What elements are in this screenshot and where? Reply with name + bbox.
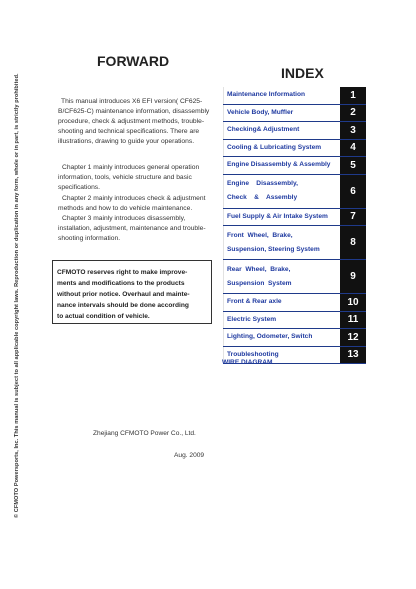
index-label-line: Front Wheel, Brake,: [227, 231, 293, 239]
index-row-label[interactable]: [223, 329, 340, 346]
notice-box: [52, 260, 212, 324]
index-row-label[interactable]: [223, 140, 340, 157]
chapter-line: shooting information.: [58, 235, 121, 243]
index-row-number: 5: [340, 157, 366, 174]
index-label-line: Fuel Supply & Air Intake System: [227, 212, 328, 220]
index-row-label[interactable]: [223, 294, 340, 311]
index-row-number: 11: [340, 312, 366, 329]
notice-line: nance intervals should be done according: [57, 302, 189, 309]
index-row-number: 10: [340, 294, 366, 311]
index-row[interactable]: [223, 226, 366, 260]
index-row-number: 8: [340, 226, 366, 259]
intro-line: illustrations, drawing to guide your operations.: [58, 138, 195, 146]
chapter-line: Chapter 2 mainly introduces check & adjustment: [62, 194, 206, 202]
chapter-line: installation, adjustment, maintenance and trouble-: [58, 225, 206, 233]
index-row-label[interactable]: [223, 209, 340, 226]
index-label-line: Front & Rear axle: [227, 298, 282, 306]
chapter-line: specifications.: [58, 184, 101, 192]
index-row-label[interactable]: [223, 175, 340, 208]
intro-paragraph: [58, 97, 218, 147]
index-row-label[interactable]: [223, 312, 340, 329]
chapter-descriptions: [58, 163, 220, 245]
index-row[interactable]: [223, 209, 366, 227]
intro-line: This manual introduces X6 EFI version( CF625-: [61, 98, 203, 105]
index-label-line: Rear Wheel, Brake,: [227, 265, 291, 273]
index-row[interactable]: [223, 105, 366, 123]
intro-line: B/CF625-C) maintenance information, disassembly: [58, 108, 210, 116]
index-label-line: Check & Assembly: [227, 194, 298, 201]
copyright-notice: © CFMOTO Powersports, Inc. This manual is subject to all applicable copyright laws. Reproduction or duplication in any form, whole or in part, is strictly prohibited.: [14, 73, 20, 518]
index-table: [223, 87, 366, 364]
index-row-number: 2: [340, 105, 366, 122]
index-row-label[interactable]: [223, 260, 340, 293]
index-row[interactable]: [223, 157, 366, 175]
index-row-number: 3: [340, 122, 366, 139]
index-label-line: Electric System: [227, 315, 277, 323]
index-row-number: 1: [340, 87, 366, 104]
index-title: INDEX: [281, 65, 324, 81]
index-label-line: Suspension System: [227, 279, 292, 287]
wire-diagram-link[interactable]: WIRE DIAGRAM: [222, 359, 273, 366]
chapter-line: Chapter 1 mainly introduces general operation: [62, 164, 200, 171]
index-row-label[interactable]: [223, 105, 340, 122]
company-name: Zhejiang CFMOTO Power Co., Ltd.: [93, 430, 196, 437]
index-row[interactable]: [223, 122, 366, 140]
index-row-number: 12: [340, 329, 366, 346]
index-row-number: 13: [340, 347, 366, 364]
index-row[interactable]: [223, 260, 366, 294]
index-label-line: Maintenance Information: [227, 91, 306, 99]
index-row-number: 9: [340, 260, 366, 293]
index-label-line: Cooling & Lubricating System: [227, 143, 322, 151]
intro-line: shooting and technical specifications. There are: [58, 128, 200, 136]
index-row[interactable]: [223, 294, 366, 312]
index-row-label[interactable]: [223, 87, 340, 104]
intro-line: procedure, check & adjustment methods, trouble-: [58, 118, 205, 126]
index-row-label[interactable]: [223, 226, 340, 259]
index-row[interactable]: [223, 329, 366, 347]
index-label-line: Vehicle Body, Muffler: [227, 108, 294, 116]
chapter-line: methods and how to do vehicle maintenance.: [58, 204, 193, 212]
index-row-label[interactable]: [223, 157, 340, 174]
index-row[interactable]: [223, 140, 366, 158]
index-label-line: Engine Disassembly & Assembly: [227, 161, 331, 169]
notice-line: to actual condition of vehicle.: [57, 313, 150, 320]
chapter-line: Chapter 3 mainly introduces disassembly,: [62, 215, 186, 223]
index-row[interactable]: [223, 312, 366, 330]
index-label-line: Troubleshooting: [227, 350, 279, 358]
notice-line: CFMOTO reserves right to make improve-: [57, 269, 188, 276]
chapter-line: information, tools, vehicle structure and basic: [58, 174, 192, 182]
index-row-label[interactable]: [223, 122, 340, 139]
index-row[interactable]: [223, 175, 366, 209]
index-label-line: Suspension, Steering System: [227, 245, 320, 253]
forward-title: FORWARD: [97, 53, 170, 69]
index-label-line: Checking& Adjustment: [227, 126, 300, 134]
notice-line: without prior notice. Overhaul and mainte-: [57, 291, 190, 298]
publication-date: Aug. 2009: [174, 452, 205, 459]
index-row-number: 7: [340, 209, 366, 226]
index-row[interactable]: [223, 87, 366, 105]
index-row-number: 6: [340, 175, 366, 208]
index-label-line: Lighting, Odometer, Switch: [227, 333, 313, 341]
index-row-number: 4: [340, 140, 366, 157]
notice-line: ments and modifications to the products: [57, 280, 185, 287]
index-label-line: Engine Disassembly,: [227, 180, 298, 187]
